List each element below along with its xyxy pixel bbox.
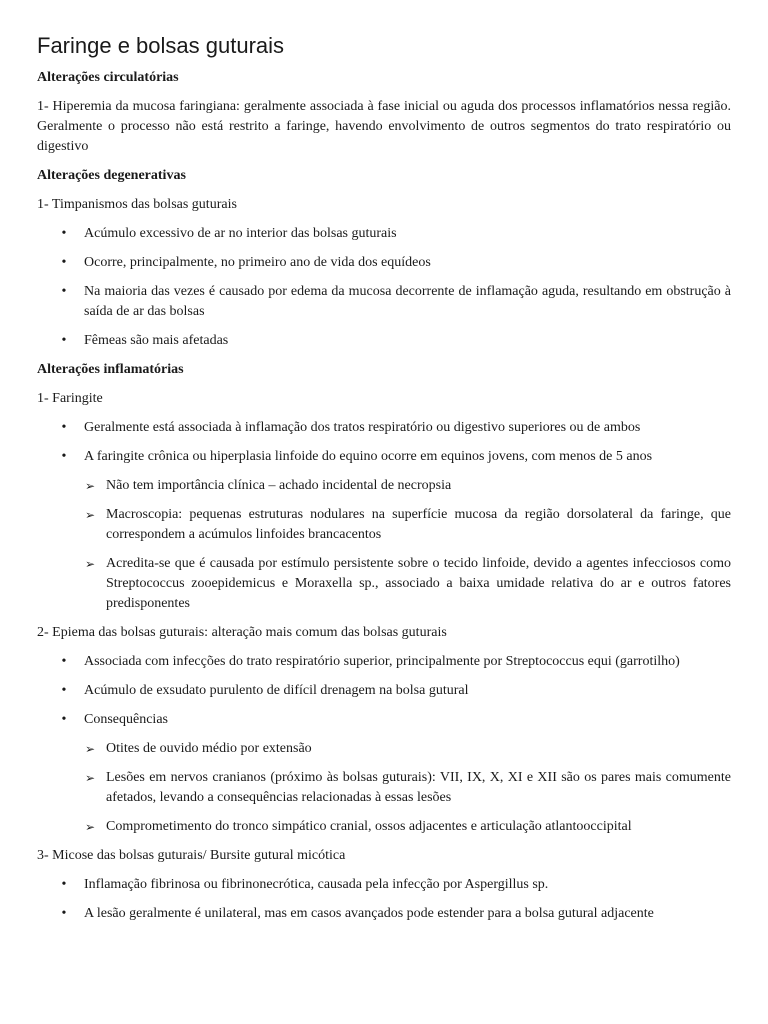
list-item-text: Macroscopia: pequenas estruturas nodulares na superfície mucosa da região dorsolateral da faringe, que correspondem a acúmulos linfoides brancacentos (106, 507, 731, 542)
list-item-text: Associada com infecções do trato respiratório superior, principalmente por Streptococcus equi (garrotilho) (84, 654, 680, 669)
list-item-text: Fêmeas são mais afetadas (84, 333, 229, 348)
list-item-text: Acredita-se que é causada por estímulo persistente sobre o tecido linfoide, devido a agentes infecciosos como Streptococcus zooepidemicus e Moraxella sp., associado a baixa umidade relativa do ar e outros fatores predisponentes (106, 556, 731, 611)
paragraph: 1- Hiperemia da mucosa faringiana: geralmente associada à fase inicial ou aguda dos processos inflamatórios nessa região. Geralmente o processo não está restrito a faringe, havendo envolvimento de outros segmentos do trato respiratório ou digestivo (37, 99, 731, 154)
section-heading-degenerative: Alterações degenerativas (37, 168, 186, 183)
document-title: Faringe e bolsas guturais (37, 33, 285, 58)
sub-list-item (37, 476, 731, 496)
bullet-icon: • (61, 333, 67, 348)
bullet-icon: • (61, 255, 67, 270)
section-heading-circulatory: Alterações circulatórias (37, 70, 179, 85)
list-item-text: Ocorre, principalmente, no primeiro ano de vida dos equídeos (84, 255, 431, 270)
list-item (37, 224, 731, 244)
paragraph: 1- Faringite (37, 391, 103, 406)
list-item-text: Acúmulo de exsudato purulento de difícil drenagem na bolsa gutural (84, 683, 469, 698)
bullet-icon: • (61, 226, 67, 241)
bullet-icon: • (61, 654, 67, 669)
arrow-bullet-icon: ➢ (85, 771, 96, 785)
list-item-text: Consequências (84, 712, 168, 727)
list-item-text: Geralmente está associada à inflamação dos tratos respiratório ou digestivo superiores ou de ambos (84, 420, 641, 435)
list-item (37, 331, 731, 351)
list-item (37, 904, 731, 924)
list-item (37, 681, 731, 701)
arrow-bullet-icon: ➢ (85, 479, 96, 493)
list-item (37, 253, 731, 273)
arrow-bullet-icon: ➢ (85, 508, 96, 522)
list-item (37, 875, 731, 895)
arrow-bullet-icon: ➢ (85, 820, 96, 834)
bullet-list (37, 875, 731, 924)
list-item (37, 652, 731, 672)
list-item (37, 282, 731, 322)
list-item-text: Comprometimento do tronco simpático cranial, ossos adjacentes e articulação atlantooccipital (106, 819, 632, 834)
bullet-list (37, 652, 731, 730)
bullet-icon: • (61, 877, 67, 892)
sub-list-item (37, 817, 731, 837)
list-item-text: Acúmulo excessivo de ar no interior das bolsas guturais (84, 226, 397, 241)
sub-list-item (37, 768, 731, 808)
sub-list (37, 739, 731, 837)
section-heading-inflammatory: Alterações inflamatórias (37, 362, 184, 377)
bullet-list (37, 224, 731, 351)
bullet-icon: • (61, 284, 67, 299)
bullet-icon: • (61, 449, 67, 464)
sub-list-item (37, 739, 731, 759)
list-item-text: Lesões em nervos cranianos (próximo às bolsas guturais): VII, IX, X, XI e XII são os pares mais comumente afetados, levando a consequências relacionadas à essas lesões (106, 770, 731, 805)
list-item-text: Na maioria das vezes é causado por edema da mucosa decorrente de inflamação aguda, resultando em obstrução à saída de ar das bolsas (84, 284, 731, 319)
bullet-icon: • (61, 683, 67, 698)
arrow-bullet-icon: ➢ (85, 557, 96, 571)
sub-list-item (37, 505, 731, 545)
bullet-icon: • (61, 420, 67, 435)
list-item-text: Não tem importância clínica – achado incidental de necropsia (106, 478, 452, 493)
list-item-text: Inflamação fibrinosa ou fibrinonecrótica, causada pela infecção por Aspergillus sp. (84, 877, 549, 892)
list-item (37, 710, 731, 730)
document-page (37, 32, 731, 933)
list-item-text: A lesão geralmente é unilateral, mas em casos avançados pode estender para a bolsa gutural adjacente (84, 906, 654, 921)
list-item-text: A faringite crônica ou hiperplasia linfoide do equino ocorre em equinos jovens, com menos de 5 anos (84, 449, 653, 464)
sub-list-item (37, 554, 731, 614)
paragraph: 1- Timpanismos das bolsas guturais (37, 197, 237, 212)
sub-list (37, 476, 731, 614)
list-item (37, 447, 731, 467)
paragraph: 2- Epiema das bolsas guturais: alteração mais comum das bolsas guturais (37, 625, 447, 640)
bullet-list (37, 418, 731, 467)
paragraph: 3- Micose das bolsas guturais/ Bursite gutural micótica (37, 848, 346, 863)
arrow-bullet-icon: ➢ (85, 742, 96, 756)
list-item-text: Otites de ouvido médio por extensão (106, 741, 312, 756)
bullet-icon: • (61, 712, 67, 727)
list-item (37, 418, 731, 438)
bullet-icon: • (61, 906, 67, 921)
